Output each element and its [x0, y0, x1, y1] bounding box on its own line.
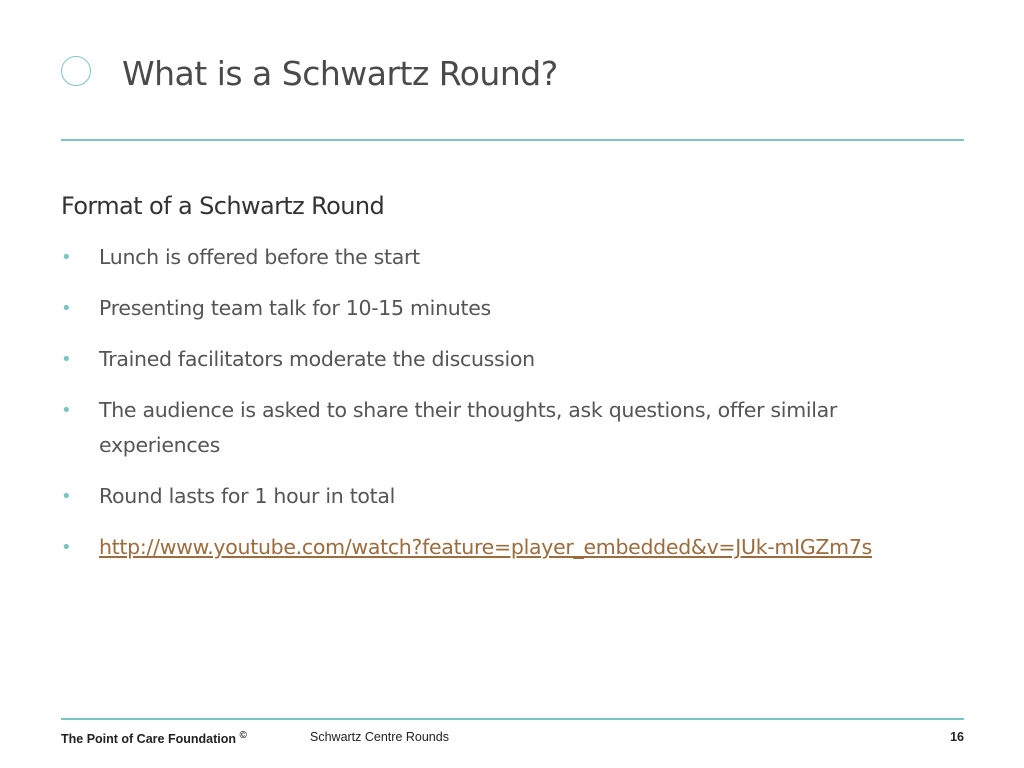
bullet-item	[61, 240, 949, 275]
bullet-dot-icon: •	[61, 349, 72, 370]
bullet-item	[61, 342, 949, 377]
slide-title: What is a Schwartz Round?	[122, 54, 558, 93]
bullet-text: The audience is asked to share their thoughts, ask questions, offer similar experiences	[99, 398, 838, 457]
page-number: 16	[950, 730, 964, 744]
bullet-item	[61, 479, 949, 514]
bullet-text: Lunch is offered before the start	[99, 245, 420, 269]
bullet-item	[61, 393, 949, 463]
section-heading: Format of a Schwartz Round	[61, 192, 385, 220]
bullet-text: Presenting team talk for 10-15 minutes	[99, 296, 491, 320]
footer-organization	[61, 730, 247, 746]
bullet-dot-icon: •	[61, 247, 72, 268]
footer-presentation-name: Schwartz Centre Rounds	[310, 730, 449, 744]
copyright-symbol: ©	[239, 730, 247, 741]
bullet-text: Round lasts for 1 hour in total	[99, 484, 396, 508]
organization-name: The Point of Care Foundation	[61, 732, 236, 747]
video-link[interactable]: http://www.youtube.com/watch?feature=player_embedded&v=JUk-mIGZm7s	[99, 535, 872, 559]
bullet-item-link	[61, 530, 949, 565]
bullet-list	[61, 240, 961, 565]
title-divider	[61, 139, 964, 141]
bullet-dot-icon: •	[61, 486, 72, 507]
bullet-text: Trained facilitators moderate the discussion	[99, 347, 535, 371]
footer-divider	[61, 718, 964, 720]
slide-content	[61, 188, 961, 581]
circle-outline-icon	[61, 56, 91, 86]
bullet-item	[61, 291, 949, 326]
bullet-dot-icon: •	[61, 537, 72, 558]
bullet-dot-icon: •	[61, 298, 72, 319]
bullet-dot-icon: •	[61, 400, 72, 421]
